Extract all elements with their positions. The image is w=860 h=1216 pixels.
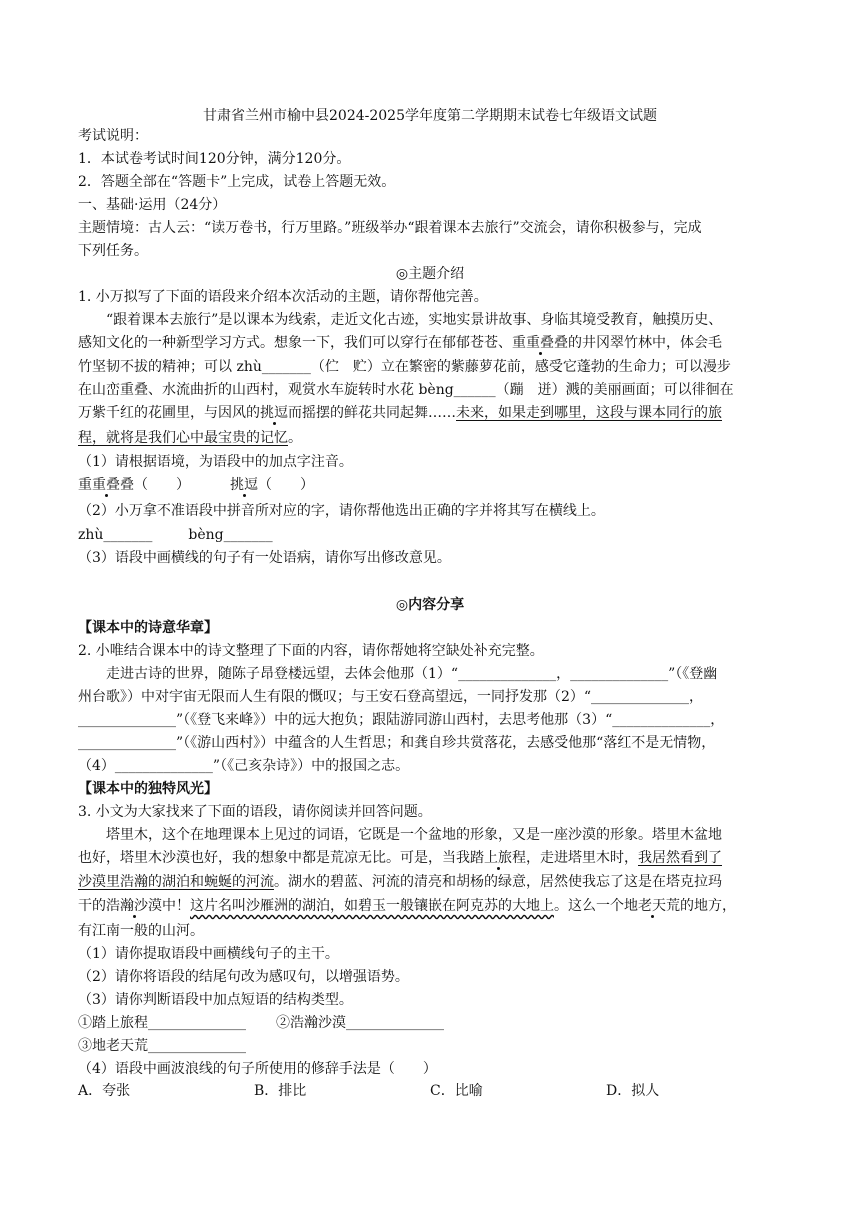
q3-text: 也好，塔里木沙漠也好，我的想象中都是荒凉无比。可是，当我: [78, 850, 470, 866]
q3-sub-3: （3）请你判断语段中加点短语的结构类型。: [78, 992, 353, 1008]
pinyin-target-1: 重重叠叠: [78, 477, 134, 493]
q3-sub-1: （1）请你提取语段中画横线句子的主干。: [78, 946, 339, 962]
q1-text: 而摇摆的鲜花共同起舞……: [288, 405, 456, 421]
q1-sub-1-answers: [78, 475, 314, 495]
q1-text: 的井冈翠竹林中，体会毛: [568, 335, 722, 351]
exam-notes-heading: 考试说明：: [78, 128, 148, 144]
q2-line-3: ______________”（《登飞来峰》）中的远大抱负；跟陆游同游山西村，去思考他那（3）“______________，: [78, 712, 725, 728]
q3-para-line-3: [78, 872, 722, 892]
blank-dilaotianhuang: ③地老天荒______________: [78, 1038, 246, 1054]
q1-sub-2: （2）小万拿不准语段中拼音所对应的字，请你帮他选出正确的字并将其写在横线上。: [78, 503, 605, 519]
blank-zhu: zhù_______: [78, 527, 153, 543]
q1-stem: 1. 小万拟写了下面的语段来介绍本次活动的主题，请你帮他完善。: [78, 289, 488, 305]
part-heading-intro: ◎主题介绍: [395, 266, 465, 282]
dotted-phrase-haohanshamo: 浩瀚沙漠: [106, 898, 162, 914]
section-1-heading: 一、基础·运用（24分）: [78, 197, 227, 213]
q3-para-line-2: [78, 848, 722, 868]
q1-para-line-3: 竹坚韧不拔的精神；可以 zhù_______（伫 贮）立在繁密的紫藤萝花前，感受它蓬勃的生命力；可以漫步: [78, 359, 731, 375]
answer-paren-1: （ ）: [134, 477, 190, 493]
q1-para-line-4: 在山峦重叠、水流曲折的山西村，观赏水车旋转时水花 bèng______（蹦 迸）溅的美丽画面；可以徘徊在: [78, 382, 734, 398]
underlined-sentence-end: 沙漠里浩瀚的湖泊和蜿蜒的河流: [78, 874, 274, 890]
q3-text: 的地方，: [680, 898, 736, 914]
dotted-phrase-dilaotianhuang: 地老天荒: [624, 898, 680, 914]
q3-sub-3-answers: [78, 1013, 444, 1033]
q1-para-line-2: [78, 333, 722, 353]
q2-line-4: ______________”（《游山西村》）中蕴含的人生哲思；和龚自珍共赏落花，去感受他那“落红不是无情物，: [78, 735, 716, 751]
q1-para-line-1: “跟着课本去旅行”是以课本为线索，走近文化古迹，实地实景讲故事、身临其境受教育，触摸历史、: [106, 312, 723, 328]
underlined-sentence-end: 程，就将是我们心中最宝贵的记忆: [78, 430, 288, 446]
q3-text: 干的: [78, 898, 106, 914]
underlined-sentence: 未来，如果走到哪里，这段与课本同行的旅: [456, 405, 722, 421]
dotted-phrase-tashanglvcheng: 踏上旅程: [470, 850, 526, 866]
q3-para-line-1: 塔里木，这个在地理课本上见过的词语，它既是一个盆地的形象，又是一座沙漠的形象。塔里木盆地: [106, 827, 722, 843]
q1-sub-3: （3）语段中画横线的句子有一处语病，请你写出修改意见。: [78, 550, 451, 566]
option-c: C．比喻: [430, 1083, 483, 1099]
wavy-underlined-sentence: 这片名叫沙雁洲的湖泊，如碧玉一般镶嵌在阿克苏的大地上: [190, 898, 554, 914]
dotted-word-tiaodou: 挑逗: [260, 405, 288, 421]
subheading-scenery: 【课本中的独特风光】: [78, 781, 218, 797]
q3-sub-2: （2）请你将语段的结尾句改为感叹句，以增强语势。: [78, 969, 409, 985]
blank-haohanshamo: ②浩瀚沙漠______________: [276, 1015, 444, 1031]
subheading-poetry: 【课本中的诗意华章】: [78, 620, 218, 636]
answer-paren-2: （ ）: [258, 477, 314, 493]
q2-line-1: 走进古诗的世界，随陈子昂登楼远望，去体会他那（1）“______________，______________”（《登幽: [106, 666, 718, 682]
q1-para-line-5: [78, 403, 722, 423]
underlined-sentence: 我居然看到了: [638, 850, 722, 866]
q2-line-2: 州台歌》）中对宇宙无限而人生有限的慨叹；与王安石登高望远，一同抒发那（2）“______________，: [78, 689, 704, 705]
q2-stem: 2. 小唯结合课本中的诗文整理了下面的内容，请你帮她将空缺处补充完整。: [78, 643, 544, 659]
q3-para-line-4: [78, 896, 736, 916]
q3-text: 。湖水的碧蓝、河流的清亮和胡杨的绿意，居然使我忘了这是在塔克拉玛: [274, 874, 722, 890]
exam-note-1: 1．本试卷考试时间120分钟，满分120分。: [78, 151, 351, 167]
context-line-2: 下列任务。: [78, 243, 148, 259]
part-heading-share: ◎内容分享: [395, 597, 465, 613]
q3-text: 。这么一个: [554, 898, 624, 914]
exam-title: 甘肃省兰州市榆中县2024-2025学年度第二学期期末试卷七年级语文试题: [203, 108, 657, 124]
q2-line-5: （4）______________”（《己亥杂诗》）中的报国之志。: [78, 758, 410, 774]
context-line-1: 主题情境：古人云：“读万卷书，行万里路。”班级举办“跟着课本去旅行”交流会，请你积极参与，完成: [78, 220, 702, 236]
dotted-word-chongchong: 重重叠叠: [512, 335, 568, 351]
q1-para-line-6: [78, 428, 302, 448]
exam-note-2: 2．答题全部在“答题卡”上完成，试卷上答题无效。: [78, 174, 396, 190]
q1-sub-2-answers: [78, 525, 273, 545]
q1-sub-1: （1）请根据语境，为语段中的加点字注音。: [78, 454, 353, 470]
q1-text: 万紫千红的花圃里，与因风的: [78, 405, 260, 421]
blank-tashanglvcheng: ①踏上旅程______________: [78, 1015, 246, 1031]
q3-stem: 3. 小文为大家找来了下面的语段，请你阅读并回答问题。: [78, 804, 432, 820]
q3-para-line-5: 有江南一般的山河。: [78, 923, 204, 939]
option-a: A．夸张: [78, 1083, 131, 1099]
blank-beng: bèng_______: [188, 527, 273, 543]
q1-text: 。: [288, 430, 302, 446]
q1-text: 感知文化的一种新型学习方式。想象一下，我们可以穿行在郁郁苍苍、: [78, 335, 512, 351]
q3-text: ，走进塔里木时，: [526, 850, 638, 866]
option-d: D．拟人: [606, 1083, 660, 1099]
q3-text: 中！: [162, 898, 190, 914]
pinyin-target-2: 挑逗: [230, 477, 258, 493]
option-b: B．排比: [254, 1083, 307, 1099]
q3-sub-4: （4）语段中画波浪线的句子所使用的修辞手法是（ ）: [78, 1061, 437, 1077]
